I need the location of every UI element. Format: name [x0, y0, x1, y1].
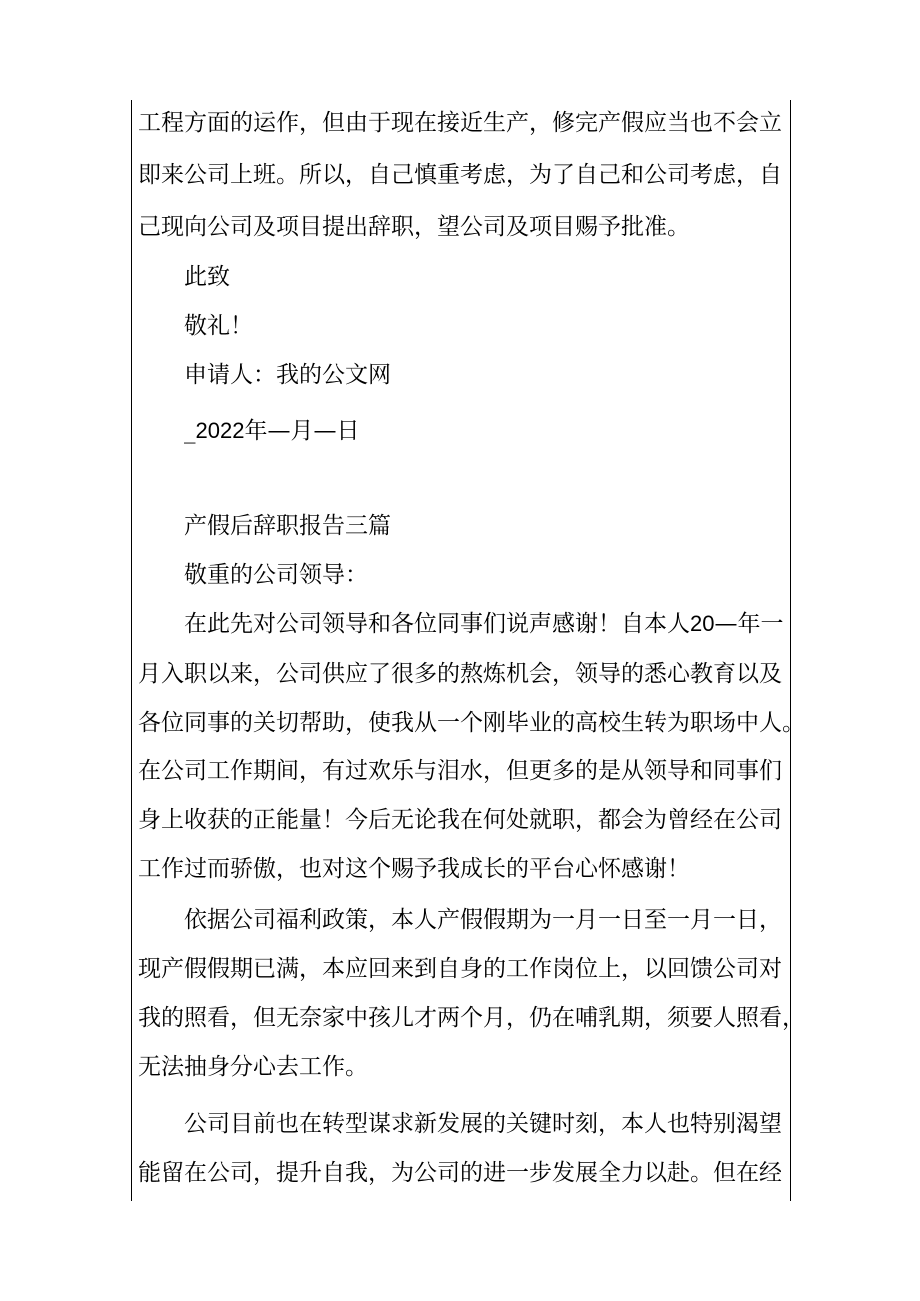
paragraph-line: 能留在公司，提升自我，为公司的进一步发展全力以赴。但在经	[138, 1160, 782, 1186]
paragraph-line: 公司目前也在转型谋求新发展的关键时刻，本人也特别渴望	[184, 1111, 782, 1137]
text-segment: —年一	[714, 611, 784, 637]
paragraph-line: 无法抽身分心去工作。	[138, 1054, 368, 1080]
right-border-line	[790, 100, 791, 1201]
paragraph-line: 月入职以来，公司供应了很多的熬炼机会，领导的悉心教育以及	[138, 661, 782, 687]
left-border-line	[131, 100, 132, 1201]
section-title: 产假后辞职报告三篇	[184, 513, 391, 539]
paragraph-line: 即来公司上班。所以，自己慎重考虑，为了自己和公司考虑，自	[138, 162, 782, 188]
applicant-line: 申请人：我的公文网	[184, 362, 391, 388]
paragraph-line: 现产假假期已满，本应回来到自身的工作岗位上，以回馈公司对	[138, 956, 782, 982]
paragraph-line: 身上收获的正能量！今后无论我在何处就职，都会为曾经在公司	[138, 807, 782, 833]
paragraph-line	[184, 609, 783, 639]
paragraph-line: 工作过而骄傲，也对这个赐予我成长的平台心怀感谢！	[138, 856, 690, 882]
paragraph-line: 己现向公司及项目提出辞职，望公司及项目赐予批准。	[138, 214, 690, 240]
date-line	[184, 416, 359, 446]
paragraph-line: 依据公司福利政策，本人产假假期为一月一日至一月一日，	[184, 907, 782, 933]
date-rest: 年—月—日	[244, 418, 360, 444]
paragraph-line: 各位同事的关切帮助，使我从一个刚毕业的高校生转为职场中人。	[138, 710, 805, 736]
date-year: 2022	[195, 418, 245, 443]
text-segment: 在此先对公司领导和各位同事们说声感谢！自本人	[184, 611, 690, 637]
year-number: 20	[690, 611, 715, 636]
paragraph-line: 我的照看，但无奈家中孩儿才两个月，仍在哺乳期，须要人照看，	[138, 1005, 805, 1031]
salutation: 敬重的公司领导：	[184, 562, 368, 588]
date-prefix: _	[184, 418, 196, 444]
closing-line: 此致	[184, 264, 230, 290]
paragraph-line: 在公司工作期间，有过欢乐与泪水，但更多的是从领导和同事们	[138, 758, 782, 784]
closing-greeting: 敬礼！	[184, 313, 253, 339]
paragraph-line: 工程方面的运作，但由于现在接近生产，修完产假应当也不会立	[138, 110, 782, 136]
